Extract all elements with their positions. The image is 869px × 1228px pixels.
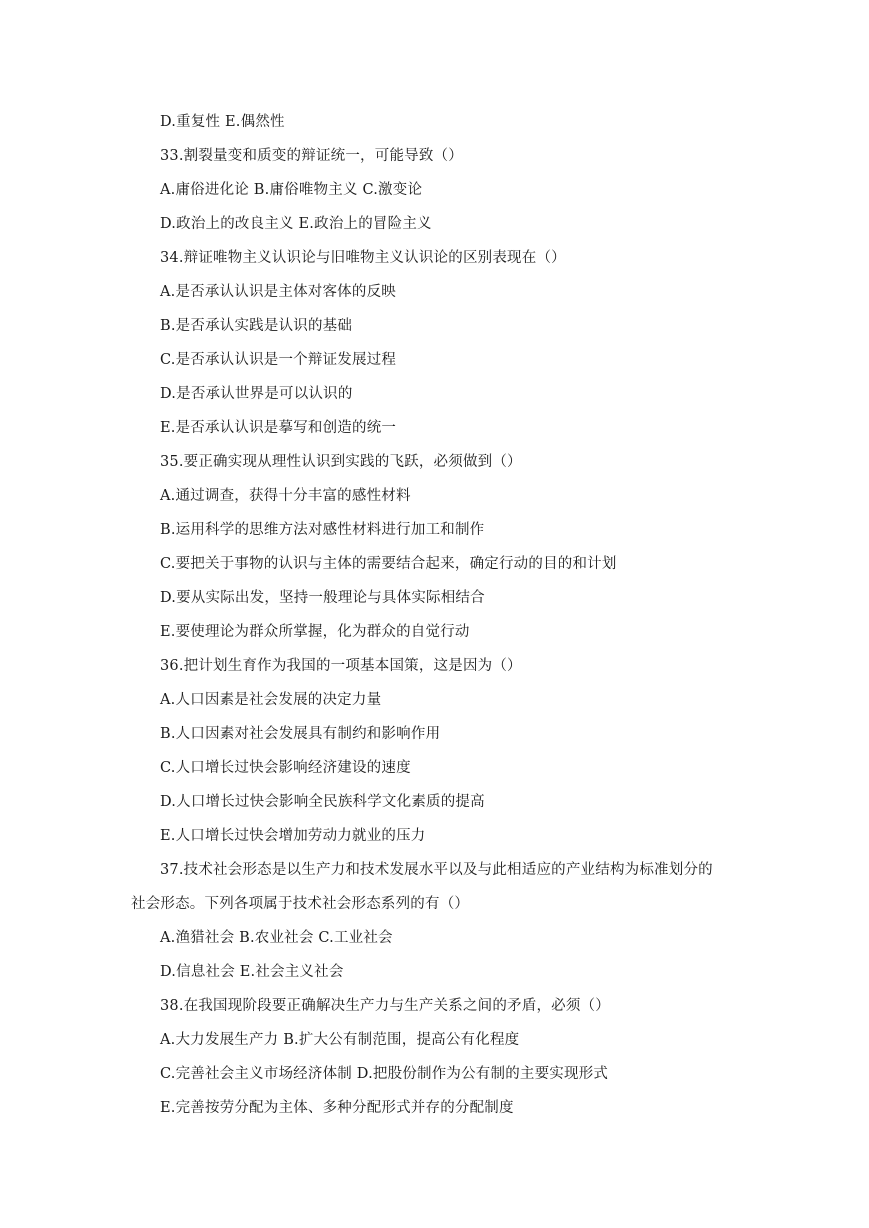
option-36-a: A.人口因素是社会发展的决定力量: [160, 692, 382, 708]
option-36-c: C.人口增长过快会影响经济建设的速度: [160, 760, 411, 776]
question-35: 35.要正确实现从理性认识到实践的飞跃，必须做到（）: [160, 454, 522, 470]
option-line-37-abc: A.渔猎社会 B.农业社会 C.工业社会: [160, 930, 393, 946]
option-35-e: E.要使理论为群众所掌握，化为群众的自觉行动: [160, 624, 470, 640]
option-34-e: E.是否承认认识是摹写和创造的统一: [160, 420, 397, 436]
option-line-37-de: D.信息社会 E.社会主义社会: [160, 964, 344, 980]
option-35-a: A.通过调查，获得十分丰富的感性材料: [160, 488, 411, 504]
question-33: 33.割裂量变和质变的辩证统一，可能导致（）: [160, 148, 463, 164]
option-35-c: C.要把关于事物的认识与主体的需要结合起来，确定行动的目的和计划: [160, 556, 617, 572]
option-line-32-de: D.重复性 E.偶然性: [160, 114, 285, 130]
option-line-33-abc: A.庸俗进化论 B.庸俗唯物主义 C.激变论: [160, 182, 423, 198]
option-35-b: B.运用科学的思维方法对感性材料进行加工和制作: [160, 522, 485, 538]
question-38: 38.在我国现阶段要正确解决生产力与生产关系之间的矛盾，必须（）: [160, 998, 610, 1014]
option-34-b: B.是否承认实践是认识的基础: [160, 318, 353, 334]
option-34-a: A.是否承认认识是主体对客体的反映: [160, 284, 396, 300]
option-35-d: D.要从实际出发，坚持一般理论与具体实际相结合: [160, 590, 485, 606]
document-text-block: [0, 108, 869, 1128]
question-36: 36.把计划生育作为我国的一项基本国策，这是因为（）: [160, 658, 522, 674]
question-37: 37.技术社会形态是以生产力和技术发展水平以及与此相适应的产业结构为标准划分的: [160, 862, 713, 878]
option-line-33-de: D.政治上的改良主义 E.政治上的冒险主义: [160, 216, 432, 232]
option-38-e: E.完善按劳分配为主体、多种分配形式并存的分配制度: [160, 1100, 514, 1116]
option-36-e: E.人口增长过快会增加劳动力就业的压力: [160, 828, 426, 844]
option-line-38-ab: A.大力发展生产力 B.扩大公有制范围，提高公有化程度: [160, 1032, 520, 1048]
option-36-d: D.人口增长过快会影响全民族科学文化素质的提高: [160, 794, 485, 810]
question-34: 34.辩证唯物主义认识论与旧唯物主义认识论的区别表现在（）: [160, 250, 566, 266]
option-34-d: D.是否承认世界是可以认识的: [160, 386, 353, 402]
option-line-38-cd: C.完善社会主义市场经济体制 D.把股份制作为公有制的主要实现形式: [160, 1066, 609, 1082]
option-34-c: C.是否承认认识是一个辩证发展过程: [160, 352, 397, 368]
option-36-b: B.人口因素对社会发展具有制约和影响作用: [160, 726, 441, 742]
question-37-continued: 社会形态。下列各项属于技术社会形态系列的有（）: [131, 896, 470, 912]
